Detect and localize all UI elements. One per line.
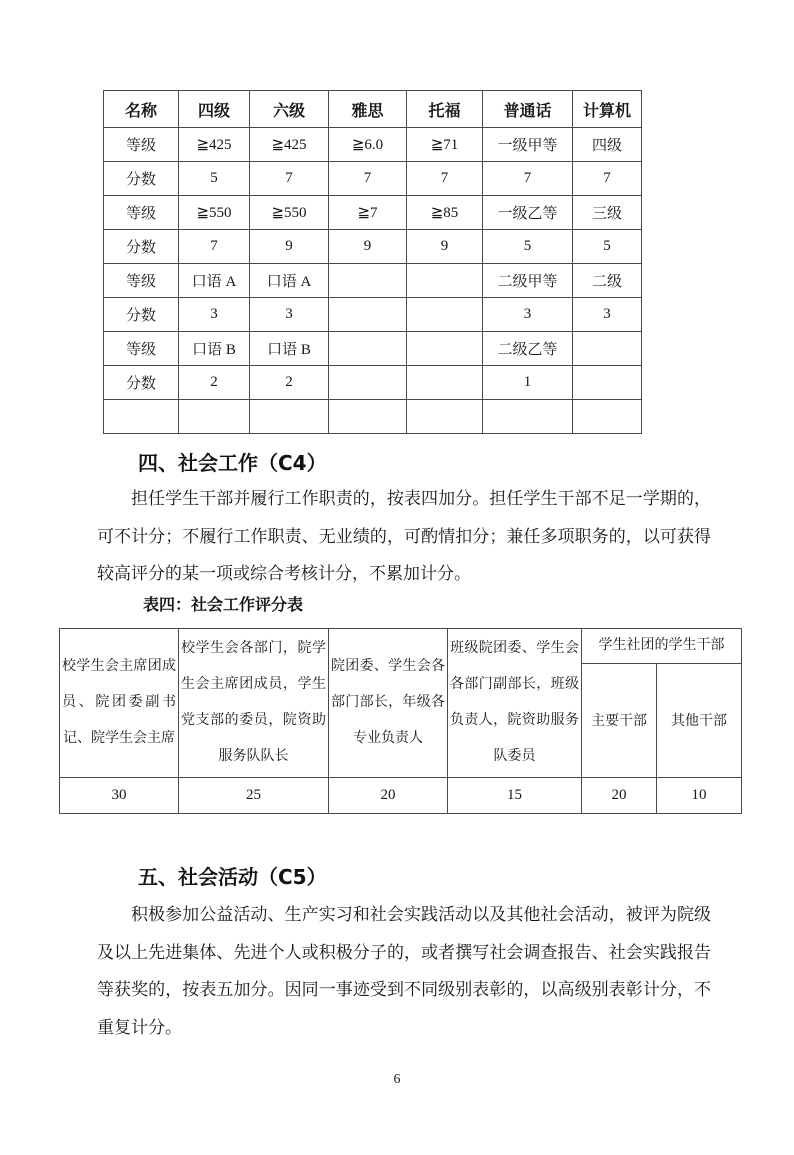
table-cell: 口语 B bbox=[179, 332, 250, 366]
table-cell: 3 bbox=[573, 298, 642, 332]
table-cell bbox=[250, 400, 329, 434]
table-row bbox=[104, 332, 642, 366]
table-cell: 7 bbox=[179, 230, 250, 264]
table-header-cell: 计算机 bbox=[573, 91, 642, 128]
subheader-cell: 其他干部 bbox=[657, 663, 742, 777]
table-cell: 一级乙等 bbox=[483, 196, 573, 230]
table-cell: ≧550 bbox=[250, 196, 329, 230]
score-cell: 20 bbox=[329, 778, 448, 814]
table-cell: 分数 bbox=[104, 162, 179, 196]
page-number: 6 bbox=[393, 1072, 401, 1087]
table-cell: 9 bbox=[407, 230, 483, 264]
table-cell bbox=[573, 400, 642, 434]
table-cell: 一级甲等 bbox=[483, 128, 573, 162]
table-cell bbox=[407, 366, 483, 400]
table-row bbox=[104, 366, 642, 400]
subheader-cell: 主要干部 bbox=[582, 663, 657, 777]
position-cell: 校学生会主席团成员、院团委副书记、院学生会主席 bbox=[60, 629, 179, 778]
table-cell: 7 bbox=[483, 162, 573, 196]
table-row bbox=[104, 128, 642, 162]
table-cell: 口语 A bbox=[250, 264, 329, 298]
table-cell: 等级 bbox=[104, 264, 179, 298]
table-header-cell: 四级 bbox=[179, 91, 250, 128]
table-cell bbox=[407, 332, 483, 366]
table-cell: 等级 bbox=[104, 128, 179, 162]
table-cell bbox=[179, 400, 250, 434]
table-header-cell: 普通话 bbox=[483, 91, 573, 128]
table-cell bbox=[573, 332, 642, 366]
table-cell: 5 bbox=[573, 230, 642, 264]
table-cell: 7 bbox=[573, 162, 642, 196]
table-cell: 四级 bbox=[573, 128, 642, 162]
table-row bbox=[104, 162, 642, 196]
score-cell: 25 bbox=[179, 778, 329, 814]
table-cell bbox=[407, 264, 483, 298]
table-cell: 口语 A bbox=[179, 264, 250, 298]
table-cell: 分数 bbox=[104, 366, 179, 400]
section-heading-c5: 五、社会活动（C5） bbox=[138, 865, 327, 889]
table-cell: 三级 bbox=[573, 196, 642, 230]
table-cell: 7 bbox=[250, 162, 329, 196]
table-header-cell: 名称 bbox=[104, 91, 179, 128]
table-cell: 2 bbox=[179, 366, 250, 400]
language-computer-score-table bbox=[103, 90, 642, 434]
table-row bbox=[104, 196, 642, 230]
section-paragraph-c4: 担任学生干部并履行工作职责的，按表四加分。担任学生干部不足一学期的，可不计分；不履行工作职责、无业绩的，可酌情扣分；兼任多项职务的，以可获得较高评分的某一项或综合考核计分，不累加计分。 bbox=[97, 489, 711, 583]
table-cell bbox=[329, 366, 407, 400]
table-cell: 分数 bbox=[104, 298, 179, 332]
section-heading-c4: 四、社会工作（C4） bbox=[138, 451, 327, 475]
table-header-cell: 六级 bbox=[250, 91, 329, 128]
table-row bbox=[104, 230, 642, 264]
table-cell: 二级甲等 bbox=[483, 264, 573, 298]
table-cell: 口语 B bbox=[250, 332, 329, 366]
table-cell: 5 bbox=[179, 162, 250, 196]
table-cell bbox=[104, 400, 179, 434]
score-row bbox=[60, 778, 742, 814]
table-row bbox=[104, 400, 642, 434]
table-header-row bbox=[60, 629, 742, 664]
score-cell: 30 bbox=[60, 778, 179, 814]
table-cell bbox=[407, 400, 483, 434]
score-cell: 10 bbox=[657, 778, 742, 814]
table-cell: 7 bbox=[407, 162, 483, 196]
table-cell bbox=[329, 264, 407, 298]
group-header-cell: 学生社团的学生干部 bbox=[582, 629, 742, 664]
table-row bbox=[104, 264, 642, 298]
table-cell: ≧425 bbox=[179, 128, 250, 162]
table-cell bbox=[573, 366, 642, 400]
table4-caption: 表四：社会工作评分表 bbox=[143, 597, 304, 614]
table-cell: 二级乙等 bbox=[483, 332, 573, 366]
table-cell: 9 bbox=[329, 230, 407, 264]
table-cell: 二级 bbox=[573, 264, 642, 298]
position-cell: 院团委、学生会各部门部长，年级各专业负责人 bbox=[329, 629, 448, 778]
table-header-cell: 雅思 bbox=[329, 91, 407, 128]
table-cell bbox=[483, 400, 573, 434]
table-cell: 3 bbox=[179, 298, 250, 332]
table-cell: ≧550 bbox=[179, 196, 250, 230]
table-cell bbox=[329, 332, 407, 366]
table-row bbox=[104, 298, 642, 332]
table-cell bbox=[329, 400, 407, 434]
table-cell: ≧7 bbox=[329, 196, 407, 230]
table-cell bbox=[329, 298, 407, 332]
table-cell: 7 bbox=[329, 162, 407, 196]
table-header-cell: 托福 bbox=[407, 91, 483, 128]
table-cell: 3 bbox=[483, 298, 573, 332]
position-cell: 校学生会各部门，院学生会主席团成员，学生党支部的委员，院资助服务队队长 bbox=[179, 629, 329, 778]
table-cell: 2 bbox=[250, 366, 329, 400]
table-cell: 等级 bbox=[104, 196, 179, 230]
table-cell: ≧6.0 bbox=[329, 128, 407, 162]
table-cell: ≧425 bbox=[250, 128, 329, 162]
score-cell: 20 bbox=[582, 778, 657, 814]
position-cell: 班级院团委、学生会各部门副部长，班级负责人，院资助服务队委员 bbox=[448, 629, 582, 778]
table-cell: 9 bbox=[250, 230, 329, 264]
table-header-row bbox=[104, 91, 642, 128]
table-cell: 3 bbox=[250, 298, 329, 332]
table-cell: ≧85 bbox=[407, 196, 483, 230]
table-cell: ≧71 bbox=[407, 128, 483, 162]
social-work-score-table bbox=[59, 628, 742, 814]
table-cell: 分数 bbox=[104, 230, 179, 264]
section-paragraph-c5: 积极参加公益活动、生产实习和社会实践活动以及其他社会活动，被评为院级及以上先进集体、先进个人或积极分子的，或者撰写社会调查报告、社会实践报告等获奖的，按表五加分。因同一事迹受到不同级别表彰的，以高级别表彰计分，不重复计分。 bbox=[97, 905, 711, 1037]
table-cell: 等级 bbox=[104, 332, 179, 366]
table-cell: 1 bbox=[483, 366, 573, 400]
table-cell: 5 bbox=[483, 230, 573, 264]
score-cell: 15 bbox=[448, 778, 582, 814]
table-cell bbox=[407, 298, 483, 332]
